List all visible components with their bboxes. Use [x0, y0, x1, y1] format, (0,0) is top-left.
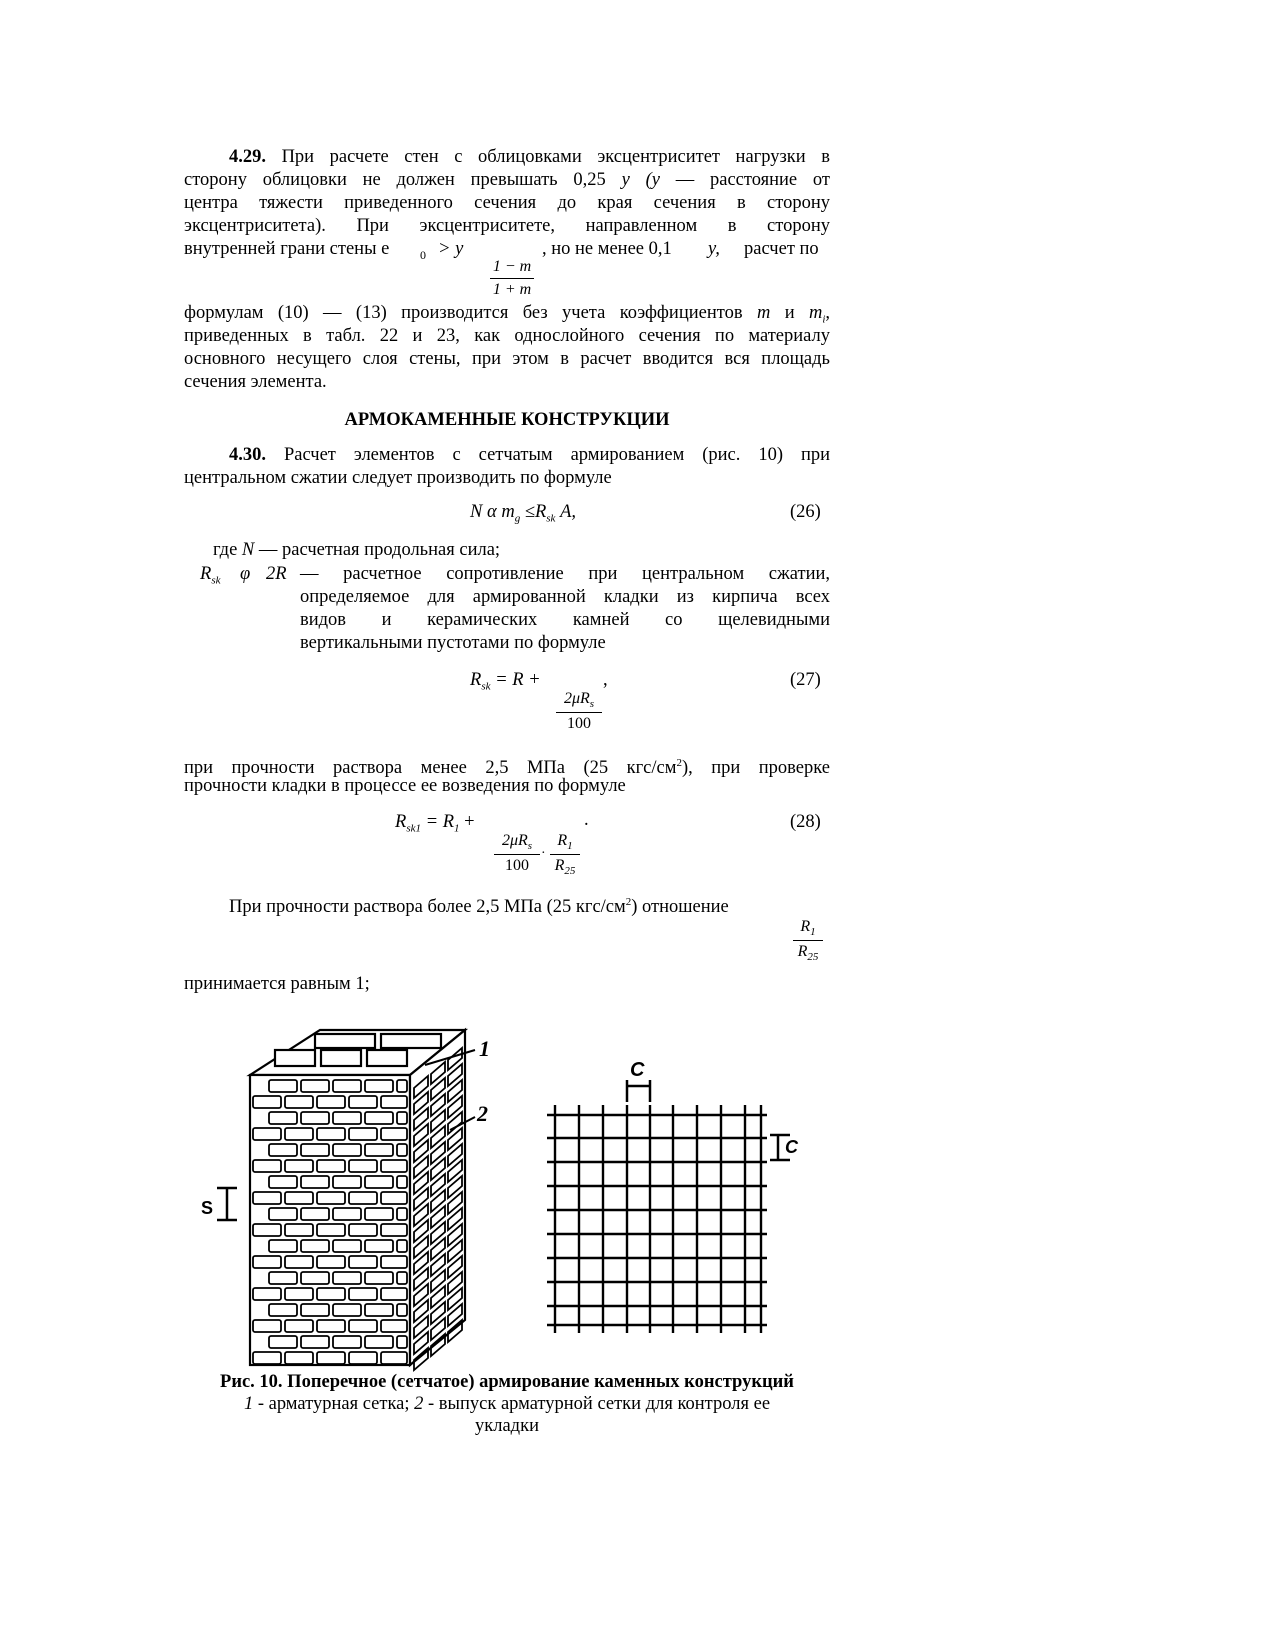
- reinforcing-mesh: [547, 1105, 767, 1333]
- p429-number: 4.29.: [229, 147, 266, 167]
- section-heading: АРМОКАМЕННЫЕ КОНСТРУКЦИИ: [344, 410, 670, 430]
- p429-line3: центра тяжести приведенного сечения до края сечения в сторону: [184, 193, 830, 213]
- equation-28-number: (28): [790, 812, 821, 832]
- fraction-r1-over-r25-eq28: $R_1$ $R_{25}$: [550, 832, 580, 877]
- equation-26-number: (26): [790, 502, 821, 522]
- after-line1: При прочности раствора более 2,5 МПа (25 кгс/$см^2$) отношение: [229, 896, 729, 918]
- label-c-side: C: [785, 1137, 798, 1157]
- p430-number: 4.30.: [229, 445, 266, 465]
- where-2r: 2R: [266, 564, 287, 584]
- figure-caption-legend-cont: укладки: [475, 1416, 539, 1436]
- where-phi: φ: [240, 564, 251, 584]
- figure-10: [195, 1020, 825, 1380]
- equation-28-dot: .: [584, 810, 589, 830]
- figure-caption-title: Рис. 10. Поперечное (сетчатое) армирование каменных конструкций: [220, 1372, 794, 1392]
- p429-line4: эксцентриситета). При эксцентриситете, направленном в сторону: [184, 216, 830, 236]
- where-line4: видов и керамических камней со щелевидными: [300, 610, 830, 630]
- p430-line1: 4.30. Расчет элементов с сетчатым армированием (рис. 10) при: [229, 445, 831, 465]
- label-s: S: [201, 1198, 214, 1218]
- after-line2: принимается равным 1;: [184, 974, 370, 994]
- label-2: 2: [477, 1101, 488, 1126]
- equation-27-number: (27): [790, 670, 821, 690]
- mid-line1: при прочности раствора менее 2,5 МПа (25 кгс/$см^2$), при проверке: [184, 757, 830, 779]
- fraction-r1-over-r25-text: $R_1$ $R_{25}$: [793, 918, 823, 963]
- label-1: 1: [479, 1036, 490, 1061]
- fraction-1-m-over-1-plus-m: 1 − m 1 + m: [490, 258, 534, 299]
- where-line2: — расчетное сопротивление при центральном сжатии,: [300, 564, 830, 584]
- where-line1: где N — расчетная продольная сила;: [213, 540, 501, 560]
- where-line5: вертикальными пустотами по формуле: [300, 633, 606, 653]
- equation-27: $R_{sk} = R$ +: [470, 670, 541, 693]
- equation-26: N α $m_g \le R_{sk}$ A,: [470, 502, 577, 525]
- where-line3: определяемое для армированной кладки из кирпича всех: [300, 587, 830, 607]
- p429-line1: 4.29. При расчете стен с облицовками эксцентриситет нагрузки в: [229, 147, 830, 167]
- label-c-top: C: [630, 1059, 645, 1081]
- figure-caption-legend: 1 - арматурная сетка; 2 - выпуск арматурной сетки для контроля ее: [243, 1394, 771, 1414]
- mid-line2: прочности кладки в процессе ее возведения по формуле: [184, 776, 626, 796]
- p430-line2: центральном сжатии следует производить по формуле: [184, 468, 612, 488]
- p429-line7: приведенных в табл. 22 и 23, как однослойного сечения по материалу: [184, 326, 830, 346]
- equation-27-comma: ,: [603, 670, 608, 690]
- fraction-2mur-over-100-eq28: $2\mu R_s$ 100: [494, 832, 540, 875]
- p429-line9: сечения элемента.: [184, 372, 327, 392]
- reinforcement-illustration: [195, 1020, 825, 1380]
- where-rsk-symbol: $R_{sk}$: [200, 564, 221, 587]
- p429-line8: основного несущего слоя стены, при этом в расчет вводится вся площадь: [184, 349, 830, 369]
- p429-line6: формулам (10) — (13) производится без учета коэффициентов m и $m_i$,: [184, 303, 831, 326]
- p429-line2: сторону облицовки не должен превышать 0,25 y (y — расстояние от: [184, 170, 831, 190]
- fraction-2mur-over-100-eq27: $2\mu R_s$ 100: [556, 690, 602, 733]
- multiply-dot: ·: [541, 846, 546, 861]
- equation-28: $R_{sk1} = R_1$ +: [395, 812, 475, 835]
